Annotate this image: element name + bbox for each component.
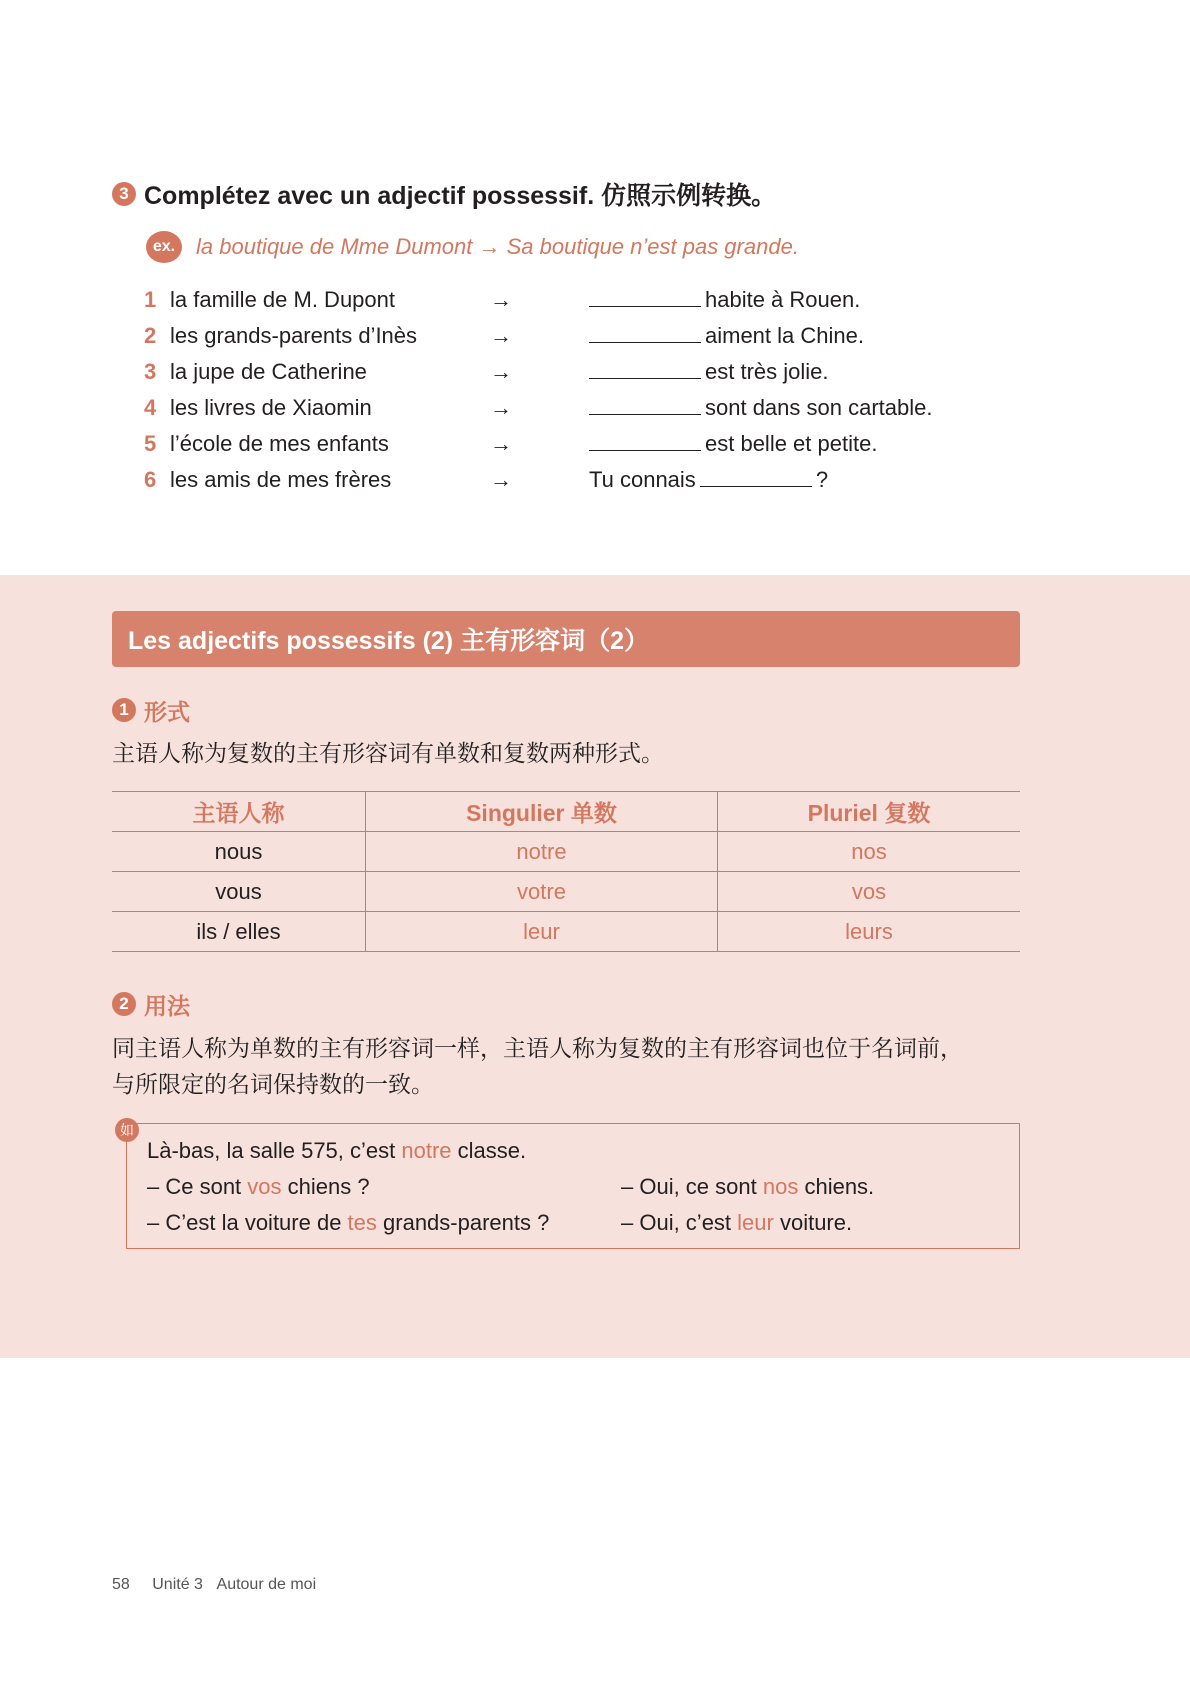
example-question (147, 1210, 549, 1236)
exercise-item (0, 425, 1190, 461)
item-phrase: les amis de mes frères (170, 467, 392, 492)
highlighted-possessive: leur (737, 1210, 774, 1235)
table-cell: leur (366, 912, 718, 952)
table-cell: vous (112, 872, 366, 912)
sentence-text: – Oui, ce sont (621, 1174, 763, 1199)
sentence-text: Là-bas, la salle 575, c’est (147, 1138, 402, 1163)
section-title: 用法 (144, 992, 190, 1019)
usage-line: 与所限定的名词保持数的一致。 (112, 1071, 434, 1097)
unit-title: Autour de moi (216, 1576, 317, 1593)
examples-box (120, 1122, 1020, 1249)
exercise-item (0, 461, 1190, 497)
sentence-text: voiture. (773, 1210, 853, 1235)
sentence-text: chiens. (798, 1174, 875, 1199)
item-sentence-end: est très jolie. (705, 359, 829, 384)
page-number: 58 (112, 1576, 130, 1593)
table-cell: vos (718, 872, 1021, 912)
item-answer (589, 395, 932, 421)
arrow-icon: → (490, 395, 512, 420)
answer-blank[interactable] (589, 360, 701, 379)
unit-label: Unité 3 (152, 1576, 203, 1593)
section-form-title (112, 693, 190, 727)
table-row (112, 872, 1020, 912)
answer-blank[interactable] (700, 468, 812, 487)
example-question (147, 1174, 370, 1200)
answer-blank[interactable] (589, 432, 701, 451)
sentence-text: – Ce sont (147, 1174, 248, 1199)
section-title: 形式 (144, 698, 190, 725)
item-sentence-end: sont dans son cartable. (705, 395, 933, 420)
item-phrase: les grands-parents d’Inès (170, 323, 418, 348)
section-number-badge: 2 (112, 992, 136, 1016)
item-sentence-start: Tu connais (589, 467, 696, 492)
column-header: 主语人称 (112, 792, 366, 832)
item-number: 6 (144, 467, 157, 492)
usage-line: 同主语人称为单数的主有形容词一样，主语人称为复数的主有形容词也位于名词前， (112, 1035, 963, 1061)
arrow-icon: → (490, 467, 512, 492)
example-sentence (147, 1138, 526, 1164)
section-usage-text (112, 1030, 963, 1102)
exercise-item (0, 389, 1190, 425)
item-number: 3 (144, 359, 157, 384)
table-cell: notre (366, 832, 718, 872)
item-answer (589, 431, 877, 457)
grammar-panel (0, 575, 1190, 1358)
exercise-instruction: Complétez avec un adjectif possessif. 仿照示例转换。 (144, 182, 777, 210)
sentence-text: – Oui, c’est (621, 1210, 738, 1235)
table-header-row (112, 792, 1020, 832)
highlighted-possessive: nos (762, 1174, 799, 1199)
sentence-text: – C’est la voiture de (147, 1210, 348, 1235)
table-cell: votre (366, 872, 718, 912)
table-row (112, 832, 1020, 872)
exercise-number-badge: 3 (112, 182, 136, 206)
possessive-table (112, 791, 1020, 952)
table-cell: nos (718, 832, 1021, 872)
section-number-badge: 1 (112, 698, 136, 722)
item-phrase: la famille de M. Dupont (170, 287, 395, 312)
exercise-item (0, 353, 1190, 389)
arrow-icon: → (490, 323, 512, 348)
table-cell: nous (112, 832, 366, 872)
table-cell: leurs (718, 912, 1021, 952)
item-sentence-end: habite à Rouen. (705, 287, 861, 312)
answer-blank[interactable] (589, 288, 701, 307)
arrow-icon: → (490, 431, 512, 456)
example-text: la boutique de Mme Dumont → Sa boutique n’est pas grande. (196, 234, 799, 259)
highlighted-possessive: vos (247, 1174, 282, 1199)
exercise-item (0, 281, 1190, 317)
sentence-text: classe. (451, 1138, 527, 1163)
item-sentence-end: est belle et petite. (705, 431, 878, 456)
item-number: 4 (144, 395, 157, 420)
example-answer (621, 1210, 852, 1236)
column-header: Pluriel 复数 (718, 792, 1021, 832)
item-phrase: l’école de mes enfants (170, 431, 389, 456)
arrow-icon: → (490, 359, 512, 384)
item-number: 2 (144, 323, 157, 348)
answer-blank[interactable] (589, 324, 701, 343)
item-phrase: les livres de Xiaomin (170, 395, 372, 420)
sentence-text: chiens ? (281, 1174, 370, 1199)
item-answer (589, 287, 860, 313)
item-sentence-end: aiment la Chine. (705, 323, 864, 348)
arrow-icon: → (490, 287, 512, 312)
highlighted-possessive: tes (347, 1210, 377, 1235)
exercise-item (0, 317, 1190, 353)
item-phrase: la jupe de Catherine (170, 359, 367, 384)
item-answer (589, 323, 864, 349)
item-number: 5 (144, 431, 157, 456)
grammar-header: Les adjectifs possessifs (2) 主有形容词（2） (112, 611, 1020, 667)
exercise-example (146, 229, 799, 265)
item-number: 1 (144, 287, 157, 312)
example-badge: ex. (146, 231, 182, 263)
table-cell: ils / elles (112, 912, 366, 952)
example-answer (621, 1174, 874, 1200)
highlighted-possessive: notre (401, 1138, 452, 1163)
item-answer (589, 359, 829, 385)
item-answer (589, 467, 828, 493)
column-header: Singulier 单数 (366, 792, 718, 832)
section-usage-title (112, 987, 190, 1021)
section-form-text: 主语人称为复数的主有形容词有单数和复数两种形式。 (112, 740, 664, 766)
sentence-text: grands-parents ? (376, 1210, 550, 1235)
example-badge: 如 (115, 1118, 139, 1142)
answer-blank[interactable] (589, 396, 701, 415)
page-footer (112, 1576, 326, 1594)
exercise-title (112, 176, 776, 212)
table-row (112, 912, 1020, 952)
item-sentence-end: ? (815, 467, 829, 492)
